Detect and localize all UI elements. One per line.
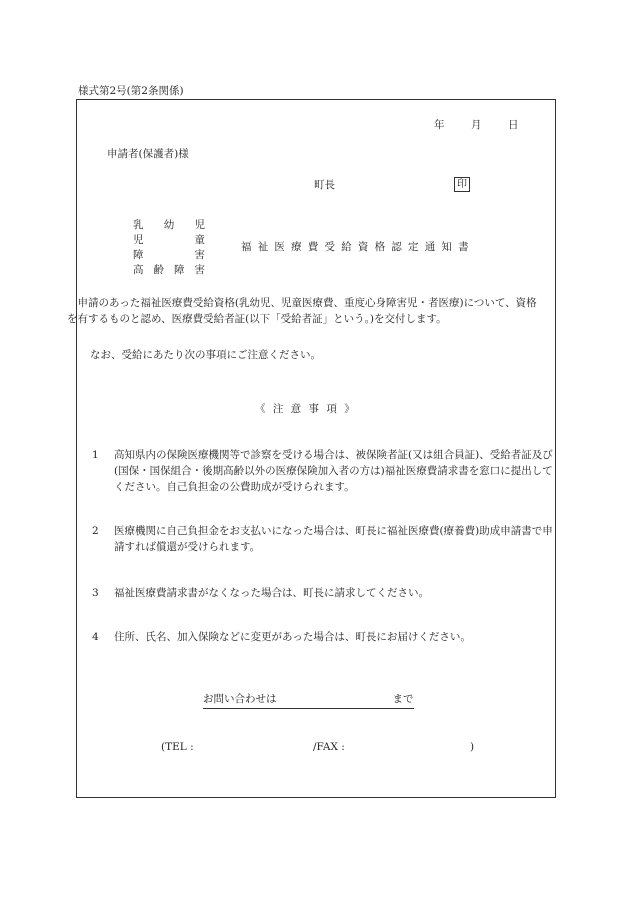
date-day: 日: [508, 119, 519, 131]
date-month: 月: [471, 119, 482, 131]
addressee: 申請者(保護者)様: [107, 148, 189, 160]
inquiry-suffix: まで: [393, 692, 414, 709]
notice-item: [92, 630, 554, 646]
inquiry-line: [203, 692, 414, 709]
category-infant: 乳幼児: [133, 219, 205, 231]
body-paragraph-1: 申請のあった福祉医療費受給資格(乳幼児、児童医療費、重度心身障害児・者医療)について、資格を有するものと認め、医療費受給者証(以下「受給者証」という。)を交付します。: [67, 297, 537, 325]
notice-number: 3: [92, 587, 99, 599]
contact-close: ): [470, 741, 475, 753]
issuer-title: 町長: [314, 179, 335, 191]
contact-tel: (TEL :: [161, 741, 194, 753]
document-title: 福祉医療費受給資格認定通知書: [241, 241, 475, 253]
notice-heading: 《 注 意 事 項 》: [255, 403, 357, 415]
form-label: 様式第2号(第2条関係): [78, 85, 184, 97]
body-paragraph-2: なお、受給にあたり次の事項にご注意ください。: [90, 349, 321, 361]
notice-form-frame: [67, 99, 556, 798]
contact-fax: /FAX :: [313, 741, 345, 753]
category-disability: 障害: [133, 249, 205, 261]
notice-text: 福祉医療費請求書がなくなった場合は、町長に請求してください。: [114, 587, 429, 599]
inquiry-label: お問い合わせは: [203, 692, 277, 709]
notice-item: [92, 586, 554, 602]
seal-mark: 印: [454, 177, 470, 192]
category-child: 児童: [133, 234, 205, 246]
notice-text: 医療機関に自己負担金をお支払いになった場合は、町長に福祉医療費(療養費)助成申請書で申請すれば償還が受けられます。: [114, 525, 553, 553]
inquiry-blank: [277, 694, 393, 709]
notice-item: [92, 524, 554, 556]
notice-number: 1: [92, 449, 99, 461]
notice-number: 4: [92, 631, 99, 643]
notice-item: [92, 448, 554, 495]
notice-number: 2: [92, 525, 99, 537]
date-year: 年: [434, 119, 445, 131]
notice-text: 住所、氏名、加入保険などに変更があった場合は、町長にお届けください。: [114, 631, 471, 643]
category-elderly-disability: 高齢障害: [133, 264, 205, 276]
notice-text: 高知県内の保険医療機関等で診察を受ける場合は、被保険者証(又は組合員証)、受給者証及び(国保・国保組合・後期高齢以外の医療保険加入者の方は)福祉医療費請求書を窓口に提出してください。自己負担金の公費助成が受けられます。: [114, 449, 553, 493]
